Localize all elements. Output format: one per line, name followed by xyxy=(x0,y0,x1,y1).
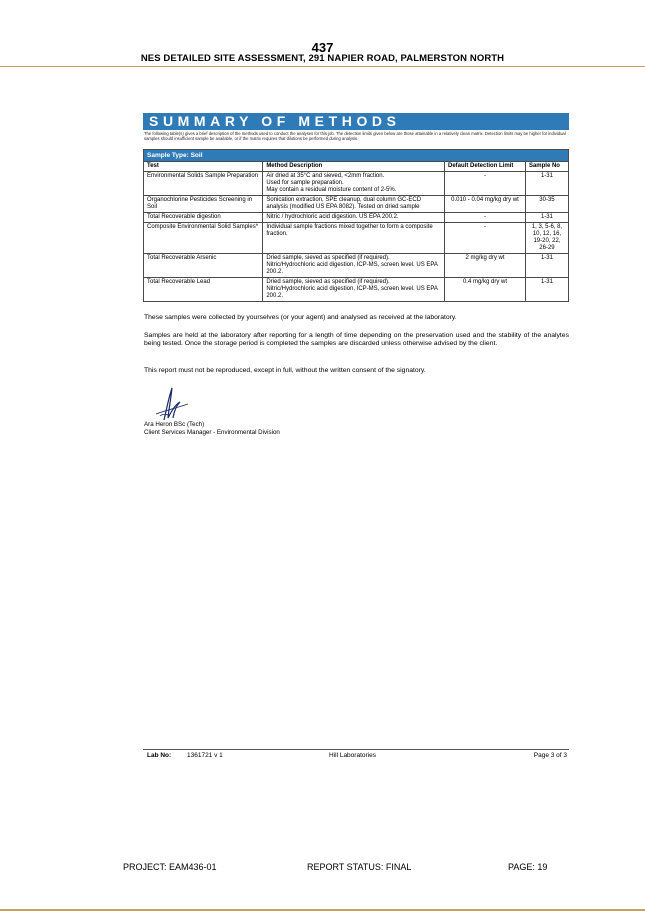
signatory-name: Ara Heron BSc (Tech) xyxy=(144,421,205,428)
cell-sample-no: 30-35 xyxy=(525,196,568,213)
lab-footer-divider xyxy=(143,749,569,750)
cell-sample-no: 1-31 xyxy=(525,172,568,196)
lab-number-label: Lab No: xyxy=(147,752,172,759)
cell-detection-limit: 0.4 mg/kg dry wt xyxy=(445,278,526,302)
sample-type-row xyxy=(144,150,569,162)
cell-sample-no: 1-31 xyxy=(525,278,568,302)
table-row xyxy=(144,213,569,223)
cell-test: Organochlorine Pesticides Screening in Soil xyxy=(144,196,263,213)
lab-page-indicator: Page 3 of 3 xyxy=(533,752,567,759)
cell-sample-no: 1-31 xyxy=(525,254,568,278)
cell-method xyxy=(263,196,445,213)
method-line: Nitric/Hydrochloric acid digestion, ICP-MS, screen level. US EPA 200.2. xyxy=(266,286,438,299)
method-line: Dried sample, sieved as specified (if required). xyxy=(266,255,390,261)
method-line: Air dried at 35°C and sieved, <2mm fraction. xyxy=(266,173,385,179)
methods-table xyxy=(143,149,569,302)
summary-heading: SUMMARY OF METHODS xyxy=(143,113,569,130)
table-row xyxy=(144,254,569,278)
method-line: Sonication extraction, SPE cleanup, dual column GC-ECD analysis (modified US EPA 8082). Tested on dried sample xyxy=(266,197,422,210)
cell-detection-limit: 0.010 - 0.04 mg/kg dry wt xyxy=(445,196,526,213)
cell-detection-limit: - xyxy=(445,223,526,254)
method-line: May contain a residual moisture content of 2-5%. xyxy=(266,187,397,193)
cell-detection-limit: - xyxy=(445,172,526,196)
cell-test: Total Recoverable Lead xyxy=(144,278,263,302)
method-line: Dried sample, sieved as specified (if required). xyxy=(266,279,390,285)
footer-page-number: PAGE: 19 xyxy=(508,862,548,872)
cell-method xyxy=(263,213,445,223)
document-title: NES DETAILED SITE ASSESSMENT, 291 NAPIER ROAD, PALMERSTON NORTH xyxy=(140,53,505,64)
table-header-row xyxy=(144,162,569,172)
cell-test: Composite Environmental Solid Samples* xyxy=(144,223,263,254)
column-header-test: Test xyxy=(144,162,263,172)
table-row xyxy=(144,196,569,213)
page-number: 437 xyxy=(311,40,334,55)
note-collection: These samples were collected by yourselves (or your agent) and analysed as received at the laboratory. xyxy=(144,314,457,321)
cell-method xyxy=(263,278,445,302)
signatory-role: Client Services Manager - Environmental Division xyxy=(144,429,280,436)
method-line: Nitric / hydrochloric acid digestion. US EPA 200.2. xyxy=(266,214,399,220)
cell-test: Total Recoverable digestion xyxy=(144,213,263,223)
lab-number-value: 1361721 v 1 xyxy=(187,752,223,759)
cell-method xyxy=(263,254,445,278)
note-retention: Samples are held at the laboratory after reporting for a length of time depending on the preservation used and the stability of the analytes being tested. Once the storage period is completed the samples are discarded unless otherwise advised by the client. xyxy=(144,332,569,347)
note-reproduction: This report must not be reproduced, except in full, without the written consent of the signatory. xyxy=(144,367,426,374)
cell-sample-no: 1-31 xyxy=(525,213,568,223)
header-divider xyxy=(0,66,645,67)
project-id: PROJECT: EAM436-01 xyxy=(123,862,217,872)
methods-table-body xyxy=(144,172,569,302)
signature xyxy=(150,384,190,424)
cell-sample-no: 1, 3, 5-6, 8, 10, 12, 16, 19-20, 22, 26-29 xyxy=(525,223,568,254)
cell-test: Environmental Solids Sample Preparation xyxy=(144,172,263,196)
column-header-method: Method Description xyxy=(263,162,445,172)
cell-detection-limit: - xyxy=(445,213,526,223)
method-line: Individual sample fractions mixed together to form a composite fraction. xyxy=(266,224,433,237)
table-row xyxy=(144,278,569,302)
footer-divider xyxy=(0,909,645,911)
lab-company: Hill Laboratories xyxy=(329,752,376,759)
method-line: Nitric/Hydrochloric acid digestion, ICP-MS, screen level. US EPA 200.2. xyxy=(266,262,438,275)
cell-method xyxy=(263,172,445,196)
table-row xyxy=(144,223,569,254)
method-line: Used for sample preparation. xyxy=(266,180,344,186)
cell-method xyxy=(263,223,445,254)
cell-test: Total Recoverable Arsenic xyxy=(144,254,263,278)
table-row xyxy=(144,172,569,196)
column-header-limit: Default Detection Limit xyxy=(445,162,526,172)
sample-type-label: Sample Type: Soil xyxy=(144,150,569,162)
cell-detection-limit: 2 mg/kg dry wt xyxy=(445,254,526,278)
summary-intro: The following table(s) gives a brief description of the methods used to conduct the analyses for this job. The detection limits given below are those attainable in a relatively clean matrix. Detection limits may be higher for individual samples should insufficient sample be available, or if the matrix requires that dilutions be performed during analysis. xyxy=(144,131,566,141)
report-status: REPORT STATUS: FINAL xyxy=(307,862,412,872)
column-header-sample: Sample No xyxy=(525,162,568,172)
